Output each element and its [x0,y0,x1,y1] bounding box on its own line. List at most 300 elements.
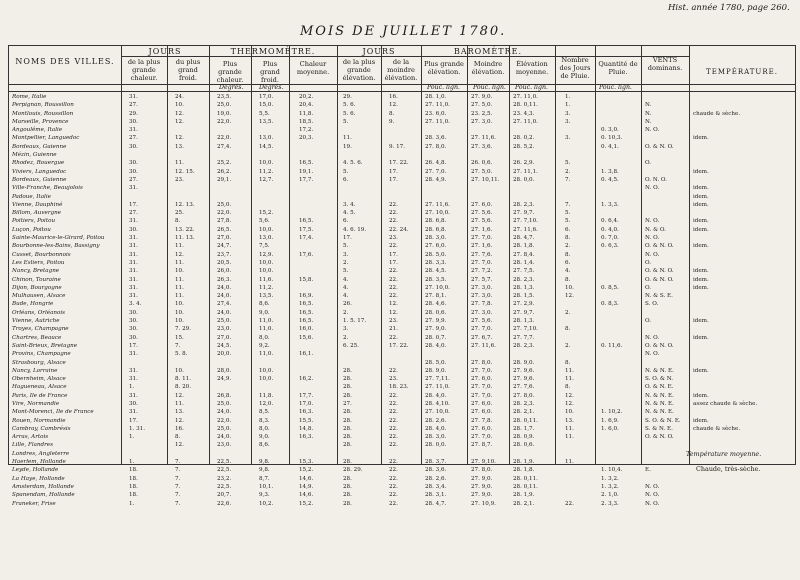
cell-baro-moyenne: 28. 5,2. [513,143,535,150]
cell-thermo-moyenne: 17,7. [299,392,314,399]
column-jours-chaleur [129,93,165,508]
cell-vents: N. O. [645,483,660,490]
cell-jour-chaleur: 30. [129,334,138,341]
cell-vents: O. [645,259,652,266]
cell-jour-chaleur: 31. [129,409,138,416]
cell-quantite-pluie: 0. 8,5. [601,284,619,291]
cell-baro-moyenne: 27. 7,10. [513,218,538,225]
cell-thermo-moyenne [299,209,335,217]
cell-jour-chaleur: 30. [129,326,138,333]
cell-baro-moyenne: 28. 1,7. [513,425,535,432]
cell-jour-chaleur: 31. [129,251,138,258]
cell-thermo-min: 15,2. [259,210,274,217]
cell-baro-grande: 27. 9,9. [425,318,447,325]
column-jour-moindre-elevation [389,93,419,508]
cell-jour-moindre-elevation: 23. [389,318,398,325]
cell-thermo-max: 23,5. [217,94,232,100]
cell-baro-grande [425,350,465,358]
cell-vents: N. & N. E. [645,392,674,399]
cell-baro-moyenne: 28. 0,2. [513,135,535,142]
cell-thermo-moyenne: 15,2. [299,500,314,507]
cell-vents: O. & N. O. [645,342,674,349]
column-temperature [693,93,793,508]
unit-baro: Pouc. lign. [473,84,506,91]
cell-thermo-max: 24,0. [217,293,232,300]
cell-baro-moindre: 27. 3,0. [471,309,493,316]
cell-jour-froid: 12. [175,417,184,424]
cell-vents: S. & N. E. [645,425,673,432]
cell-thermo-max: 22,0. [217,135,232,142]
cell-temperature: idem. [693,367,709,374]
cell-temperature: idem. [693,226,709,233]
cell-jour-froid: 8. [175,434,181,441]
cell-temperature [693,101,793,109]
cell-jour-grande-elevation: 28. [343,384,352,391]
cell-temperature [693,151,793,159]
cell-thermo-moyenne [299,267,335,275]
cell-baro-moindre: 27. 6,7. [471,334,493,341]
cell-thermo-min: 13,0. [259,235,274,242]
cell-quantite-pluie [601,350,639,358]
cell-vents: N. O. [645,235,660,242]
cell-baro-moyenne: 27. 11,0. [513,118,538,125]
cell-thermo-max [217,450,249,458]
cell-jour-froid [175,184,207,192]
cell-jour-moindre-elevation: 22. [389,268,398,275]
cell-quantite-pluie: 0. 6,3. [601,243,619,250]
cell-temperature: idem. [693,392,709,399]
cell-baro-moindre: 26. 0,6. [471,160,493,167]
cell-thermo-max: 26,3. [217,276,232,283]
cell-vents: S. O. [645,301,659,308]
header-jours2-group: JOURS [362,47,396,56]
city-name: Padoue, Italie [12,193,51,200]
cell-nombre-pluie: 1. [565,102,571,109]
cell-thermo-min: 8,6. [259,301,270,308]
cell-jour-moindre-elevation [389,193,419,201]
cell-baro-moindre: 27. 5,0. [471,102,493,109]
rule [209,46,210,464]
cell-baro-grande: 28. 9,0. [425,367,447,374]
cell-thermo-max: 24,0. [217,409,232,416]
cell-jour-moindre-elevation: 16. [389,94,398,100]
cell-quantite-pluie [601,433,639,441]
cell-thermo-min: 9,8. [259,459,270,466]
cell-quantite-pluie [601,458,639,466]
cell-vents: N. O. [645,492,660,499]
cell-jour-froid: 10. [175,309,184,316]
cell-quantite-pluie [601,392,639,400]
city-name: Spanendam, Hollande [12,492,75,499]
cell-thermo-min: 10,0. [259,376,274,383]
cell-temperature [693,325,793,333]
cell-jour-grande-elevation [343,126,379,134]
cell-jour-grande-elevation: 29. [343,94,352,100]
cell-baro-moindre: 27. 7,0. [471,392,493,399]
cell-thermo-min: 11,8. [259,392,274,399]
cell-thermo-min: 8,0. [259,425,270,432]
cell-thermo-min: 10,0. [259,160,274,167]
cell-nombre-pluie [565,441,593,449]
cell-baro-grande: 28. 2,6. [425,417,447,424]
cell-thermo-min: 8,7. [259,475,270,482]
cell-quantite-pluie [601,450,639,458]
cell-vents [645,151,687,159]
cell-jour-chaleur: 27. [129,176,138,183]
cell-thermo-max: 26,0. [217,268,232,275]
cell-nombre-pluie: 5. [565,210,571,217]
cell-thermo-max: 25,0. [217,400,232,407]
cell-thermo-max: 22,5. [217,467,232,474]
cell-baro-moindre: 27. 8,0. [471,467,493,474]
cell-baro-moindre: 27. 5,0. [471,168,493,175]
cell-vents: N. O. [645,334,660,341]
cell-jour-froid: 11. [175,284,184,291]
cell-thermo-min: 14,5. [259,143,274,150]
cell-thermo-max: 22,5. [217,459,232,466]
header-baro-moyenne: Élévation moyenne. [515,60,549,76]
unit-baro: Pouc. lign. [515,84,548,91]
cell-baro-moindre [471,450,507,458]
cell-jour-froid: 12. [175,442,184,449]
cell-quantite-pluie [601,110,639,118]
cell-jour-froid: 16. [175,425,184,432]
cell-thermo-max: 24,0. [217,309,232,316]
cell-jour-grande-elevation: 26. [343,301,352,308]
cell-baro-moindre: 27. 7,8. [471,301,493,308]
cell-jour-grande-elevation: 2. [343,334,349,341]
cell-jour-grande-elevation: 28. [343,392,352,399]
cell-thermo-moyenne: 20,2. [299,94,314,100]
cell-temperature [693,475,793,483]
cell-baro-moyenne: 28. 2,1. [513,500,535,507]
cell-thermo-max: 22,0. [217,417,232,424]
cell-thermo-moyenne: 15,2. [299,467,314,474]
cell-nombre-pluie: 6. [565,259,571,266]
cell-nombre-pluie: 12. [565,400,574,407]
cell-thermo-max: 24,0. [217,284,232,291]
cell-baro-moyenne: 27. 2,9. [513,301,535,308]
city-name: Montpellier, Languedoc [12,135,80,142]
cell-baro-grande: 28. 6,8. [425,218,447,225]
cell-nombre-pluie: 2. [565,243,571,250]
city-name: Troyes, Champagne [12,326,69,333]
cell-jour-froid: 7. [175,500,181,507]
cell-baro-moindre: 27. 6,0. [471,376,493,383]
cell-thermo-moyenne [299,450,335,458]
cell-thermo-max: 25,0. [217,318,232,325]
cell-quantite-pluie [601,367,639,375]
cell-vents: O. [645,160,652,167]
cell-temperature [693,309,793,317]
cell-jour-chaleur: 1. 31. [129,425,146,432]
cell-baro-moyenne [513,126,553,134]
cell-baro-grande: 28. 4,0. [425,392,447,399]
cell-nombre-pluie: 3. [565,110,571,117]
cell-baro-moyenne: 27. 7,7. [513,334,535,341]
cell-baro-grande: 28. 4,10. [425,400,450,407]
cell-jour-grande-elevation: 28. [343,475,352,482]
cell-jour-chaleur: 30. [129,318,138,325]
cell-thermo-moyenne [299,342,335,350]
cell-jour-froid [175,193,207,201]
cell-baro-moyenne: 27. 9,6. [513,376,535,383]
cell-jour-chaleur: 31. [129,293,138,300]
cell-jour-grande-elevation: 28. [343,425,352,432]
cell-quantite-pluie [601,209,639,217]
cell-thermo-moyenne [299,242,335,250]
cell-quantite-pluie [601,359,639,367]
cell-vents [645,309,687,317]
cell-temperature: idem. [693,135,709,142]
cell-jour-grande-elevation: 6. 25. [343,342,360,349]
cell-baro-moyenne: 27. 9,7. [513,309,535,316]
cell-baro-moyenne: 27. 7,10. [513,326,538,333]
cell-jour-froid: 7. [175,492,181,499]
cell-jour-moindre-elevation: 22. [389,475,398,482]
rule [9,91,795,92]
cell-baro-moindre [471,184,507,192]
cell-jour-moindre-elevation: 17. 22. [389,160,409,167]
cell-baro-grande [425,126,465,134]
cell-thermo-moyenne: 15,3. [299,459,314,466]
cell-baro-moindre: 27. 6,0. [471,201,493,208]
cell-thermo-max [217,151,249,159]
cell-baro-grande [425,450,465,458]
cell-baro-moindre: 27. 7,0. [471,384,493,391]
header-thermo-group: THERMOMÈTRE. [230,47,316,56]
cell-temperature [693,383,793,391]
cell-baro-grande: 27. 7,0. [425,168,447,175]
cell-jour-froid: 13. 22. [175,226,195,233]
column-jours-froid [175,93,207,508]
cell-nombre-pluie [565,483,593,491]
cell-vents [645,209,687,217]
cell-baro-moindre: 27. 6,0. [471,400,493,407]
cell-quantite-pluie [601,375,639,383]
city-name: Chinon, Touraine [12,276,61,283]
rule [121,56,689,57]
cell-thermo-moyenne: 14,6. [299,492,314,499]
city-name: Perpignan, Roussillon [12,102,74,109]
cell-quantite-pluie: 1. 6,0. [601,425,619,432]
cell-quantite-pluie: 1. 6,9. [601,417,619,424]
column-cities [12,93,120,508]
cell-thermo-max: 19,0. [217,110,232,117]
cell-jour-moindre-elevation: 22. [389,483,398,490]
cell-temperature [693,491,793,499]
cell-thermo-min: 11,2. [259,168,274,175]
cell-jour-moindre-elevation: 22. [389,334,398,341]
cell-baro-moyenne: 27. 9,7. [513,210,535,217]
cell-vents [645,134,687,142]
cell-jour-chaleur: 31. [129,276,138,283]
cell-thermo-moyenne: 16,9. [299,293,314,300]
cell-jour-froid: 13. [175,143,184,150]
cell-vents: N. [645,102,652,109]
cell-jour-froid: 11. [175,293,184,300]
cell-jour-moindre-elevation: 23. [389,376,398,383]
cell-jour-chaleur: 29. [129,110,138,117]
cell-thermo-moyenne: 16,5. [299,318,314,325]
cell-temperature: idem. [693,185,709,192]
cell-jour-grande-elevation: 5. 6. [343,110,356,117]
cell-thermo-min: 8,0. [259,334,270,341]
cell-nombre-pluie [565,300,593,308]
cell-baro-moindre: 27. 3,0. [471,284,493,291]
cell-vents: N. [645,118,652,125]
city-name: Strasbourg, Alsace [12,359,66,366]
cell-quantite-pluie: 1. 10,4. [601,467,623,474]
cell-nombre-pluie [565,317,593,325]
cell-baro-grande: 28. 3,6. [425,135,447,142]
cell-baro-moyenne: 27. 11,1. [513,168,538,175]
cell-thermo-moyenne: 17,0. [299,400,314,407]
cell-baro-grande [425,193,465,201]
cell-jour-froid: 10. [175,318,184,325]
cell-temperature: idem. [693,218,709,225]
cell-jour-chaleur: 31. [129,235,138,242]
cell-quantite-pluie [601,292,639,300]
cell-baro-grande: 27. 10,0. [425,284,450,291]
cell-thermo-min [259,201,287,209]
cell-jour-grande-elevation: 2. [343,259,349,266]
cell-jour-froid: 7. 29. [175,326,192,333]
cell-jour-froid: 11. [175,243,184,250]
cell-temperature: idem. [693,318,709,325]
cell-baro-moindre: 27. 9,0. [471,94,493,100]
cell-baro-moindre: 27. 9,0. [471,483,493,490]
header-jours2-moindre: de la moindre élévation. [384,58,418,82]
cell-vents: N. O. [645,500,660,507]
cell-thermo-moyenne [299,193,335,201]
cell-temperature [693,350,793,358]
cell-baro-moindre: 27. 5,7. [471,276,493,283]
cell-thermo-moyenne [299,184,335,192]
cell-vents: N. O. [645,251,660,258]
cell-quantite-pluie [601,383,639,391]
cell-jour-moindre-elevation: 22. [389,243,398,250]
cell-nombre-pluie: 8. [565,235,571,242]
rule [337,46,338,464]
cell-baro-grande: 27. 7,11. [425,376,450,383]
cell-vents: O. & N. O. [645,268,674,275]
cell-temperature [693,93,793,101]
cell-baro-moyenne: 27. 9,6. [513,367,535,374]
cell-jour-chaleur: 31. [129,351,138,358]
cell-temperature [693,483,793,491]
city-name: Mont-Morenci, Ile de France [12,409,94,416]
city-name: Vienne, Autriche [12,318,60,325]
cell-thermo-min: 9,2. [259,342,270,349]
cell-jour-grande-elevation: 3. 4. [343,201,356,208]
cell-thermo-moyenne: 16,5. [299,301,314,308]
header-baro-moindre: Moindre élévation. [471,60,505,76]
column-nombre-pluie [565,93,593,508]
city-name: Franeker, Frise [12,500,56,507]
cell-vents: N. O. [645,185,660,192]
cell-quantite-pluie [601,267,639,275]
city-name: Saint-Brieux, Bretagne [12,342,78,349]
cell-baro-grande: 28. 3,1. [425,492,447,499]
cell-thermo-max: 20,0. [217,351,232,358]
cell-thermo-max: 27,8. [217,218,232,225]
cell-thermo-max [217,383,249,391]
rule [289,46,290,464]
cell-jour-grande-elevation: 17. [343,235,352,242]
city-name: Bordeaux, Guienne [12,176,67,183]
cell-jour-grande-elevation: 28. 29. [343,467,363,474]
cell-thermo-max: 20,7. [217,492,232,499]
cell-thermo-moyenne: 15,5. [299,417,314,424]
cell-vents: S. O. & N. E. [645,417,681,424]
city-name: Rhodez, Rouergue [12,160,65,167]
cell-vents [645,168,687,176]
cell-temperature [693,126,793,134]
cell-nombre-pluie: 8. [565,276,571,283]
cell-temperature [693,159,793,167]
cell-vents: N. & N. E. [645,367,674,374]
cell-baro-moindre: 27. 6,0. [471,409,493,416]
cell-vents: O. & N. O. [645,143,674,150]
cell-thermo-max: 23,0. [217,442,232,449]
header-vents: VENTS dominans. [647,56,683,72]
cell-jour-moindre-elevation: 22. [389,400,398,407]
cell-thermo-max [217,193,249,201]
cell-temperature: idem. [693,201,709,208]
cell-nombre-pluie: 10. [565,409,574,416]
cell-jour-froid: 10. [175,102,184,109]
cell-temperature: idem. [693,284,709,291]
rule [381,46,382,464]
cell-vents [645,458,687,466]
cell-vents [645,441,687,449]
cell-jour-froid [175,126,207,134]
cell-thermo-min: 10,0. [259,226,274,233]
cell-jour-froid: 12. [175,118,184,125]
cell-jour-chaleur: 31. [129,218,138,225]
cell-thermo-min: 11,0. [259,326,274,333]
cell-baro-grande: 28. 4,0. [425,342,447,349]
cell-baro-moyenne: 28. 0,6. [513,442,535,449]
cell-vents: N. O. [645,218,660,225]
header-note: Hist. année 1780, page 260. [668,3,790,13]
cell-thermo-max [217,126,249,134]
cell-jour-froid: 7. [175,483,181,490]
cell-nombre-pluie: 2. [565,309,571,316]
cell-baro-grande: 28. 4,7. [425,500,447,507]
cell-temperature: idem. [693,168,709,175]
cell-jour-grande-elevation: 28. [343,409,352,416]
cell-baro-moyenne: 28. 1,3. [513,318,535,325]
cell-jour-moindre-elevation: 8. [389,110,395,117]
cell-jour-froid: 12. [175,110,184,117]
cell-quantite-pluie: 2. 1,0. [601,492,619,499]
cell-jour-froid: 11. [175,160,184,167]
cell-jour-grande-elevation: 4. 5. 6. [343,160,363,167]
cell-temperature [693,433,793,441]
cell-quantite-pluie: 1. 3,2. [601,483,619,490]
city-name: Leyde, Hollande [12,467,59,474]
cell-quantite-pluie: 0. 3,0. [601,127,619,134]
cell-jour-grande-elevation: 4. [343,293,349,300]
cell-jour-froid: 11. [175,259,184,266]
cell-baro-moyenne: 23. 4,3. [513,110,535,117]
cell-thermo-min [259,383,287,391]
city-name: Viviers, Languedoc [12,168,67,175]
cell-quantite-pluie [601,159,639,167]
cell-baro-grande: 23. 6,0. [425,110,447,117]
